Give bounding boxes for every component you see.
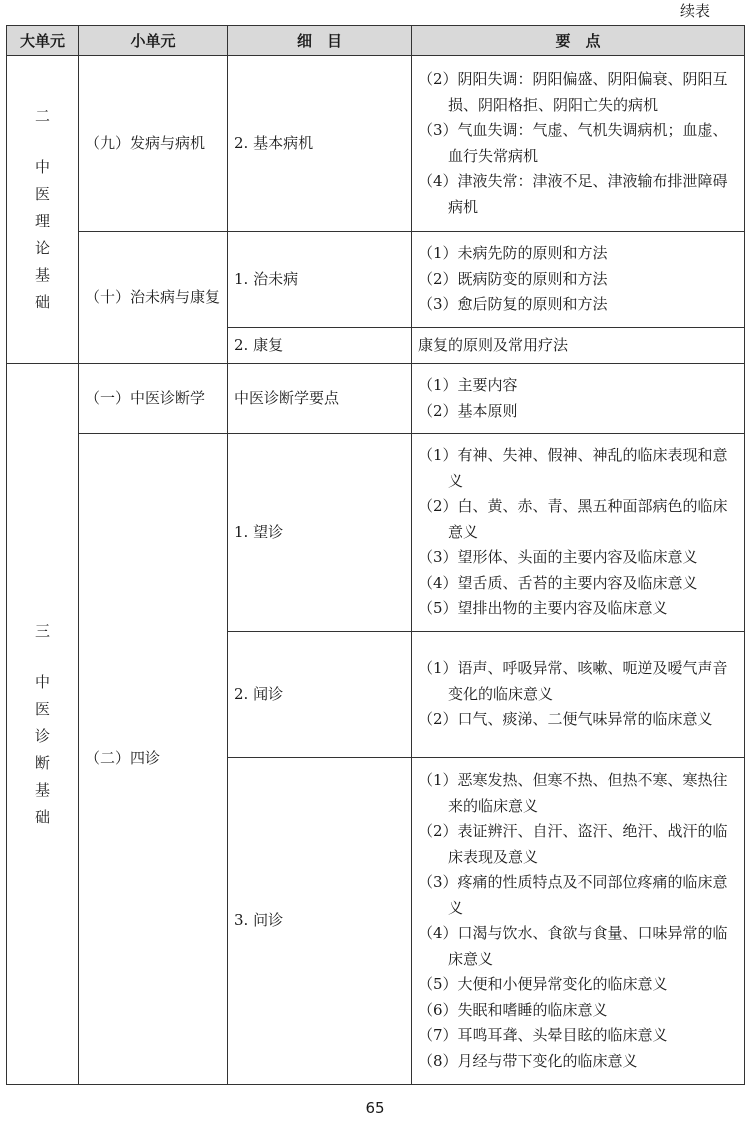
- header-row: [7, 26, 745, 56]
- points-cell: [412, 364, 745, 434]
- point-item: （3）望形体、头面的主要内容及临床意义: [418, 548, 698, 567]
- sub-unit-cell: （十）治未病与康复: [79, 232, 228, 364]
- points-cell: [412, 232, 745, 328]
- point-item: （1）未病先防的原则和方法: [418, 244, 608, 263]
- point-item: （5）望排出物的主要内容及临床意义: [418, 599, 668, 618]
- point-item: （1）语声、呼吸异常、咳嗽、呃逆及嗳气声音变化的临床意义: [418, 659, 728, 703]
- major-unit-cell: [7, 56, 79, 364]
- major-unit-cell: [7, 364, 79, 1085]
- syllabus-table: [6, 25, 745, 1085]
- table-row: [7, 56, 745, 232]
- point-item: （2）表证辨汗、自汗、盗汗、绝汗、战汗的临床表现及意义: [418, 822, 728, 866]
- point-item: （4）望舌质、舌苔的主要内容及临床意义: [418, 573, 698, 592]
- detail-cell: 1. 治未病: [228, 232, 412, 328]
- detail-cell: 3. 问诊: [228, 758, 412, 1085]
- sub-unit-cell: （一）中医诊断学: [79, 364, 228, 434]
- point-item: （5）大便和小便异常变化的临床意义: [418, 975, 668, 993]
- point-item: （4）津液失常：津液不足、津液输布排泄障碍病机: [418, 172, 728, 216]
- point-item: （3）疼痛的性质特点及不同部位疼痛的临床意义: [418, 873, 728, 917]
- point-item: 康复的原则及常用疗法: [418, 335, 569, 354]
- header-key-points: 要 点: [412, 26, 745, 56]
- header-major-unit: 大单元: [7, 26, 79, 56]
- detail-cell: 中医诊断学要点: [228, 364, 412, 434]
- major-unit-number: 二: [34, 107, 50, 125]
- points-cell: [412, 328, 745, 364]
- major-unit-number: 三: [34, 621, 50, 640]
- page-number: 65: [365, 1099, 385, 1117]
- major-unit-name: 中医理论基础: [34, 158, 50, 311]
- table-row: [7, 232, 745, 328]
- detail-cell: 2. 闻诊: [228, 632, 412, 758]
- point-item: （2）既病防变的原则和方法: [418, 269, 608, 288]
- points-cell: [412, 434, 745, 632]
- header-detail: 细 目: [228, 26, 412, 56]
- table-row: [7, 434, 745, 632]
- point-item: （6）失眠和嗜睡的临床意义: [418, 1000, 608, 1019]
- sub-unit-cell: （二）四诊: [79, 434, 228, 1085]
- points-cell: [412, 56, 745, 232]
- point-item: （7）耳鸣耳聋、头晕目眩的临床意义: [418, 1026, 668, 1044]
- point-item: （3）愈后防复的原则和方法: [418, 295, 608, 314]
- header-sub-unit: 小单元: [79, 26, 228, 56]
- point-item: （1）有神、失神、假神、神乱的临床表现和意义: [418, 446, 728, 490]
- sub-unit-cell: （九）发病与病机: [79, 56, 228, 232]
- major-unit-name: 中医诊断基础: [34, 672, 50, 826]
- point-item: （4）口渴与饮水、食欲与食量、口味异常的临床意义: [418, 924, 728, 968]
- points-cell: [412, 758, 745, 1085]
- point-item: （1）恶寒发热、但寒不热、但热不寒、寒热往来的临床意义: [418, 771, 728, 815]
- point-item: （2）阴阳失调：阴阳偏盛、阴阳偏衰、阴阳互损、阴阳格拒、阴阳亡失的病机: [418, 70, 728, 114]
- point-item: （2）口气、痰涕、二便气味异常的临床意义: [418, 710, 713, 729]
- point-item: （2）白、黄、赤、青、黑五种面部病色的临床意义: [418, 497, 728, 541]
- points-cell: [412, 632, 745, 758]
- detail-cell: 2. 康复: [228, 328, 412, 364]
- continued-label: 续表: [679, 2, 710, 20]
- point-item: （8）月经与带下变化的临床意义: [418, 1051, 638, 1070]
- table-row: [7, 364, 745, 434]
- detail-cell: 2. 基本病机: [228, 56, 412, 232]
- point-item: （1）主要内容: [418, 376, 518, 394]
- point-item: （3）气血失调：气虚、气机失调病机；血虚、血行失常病机: [418, 121, 728, 165]
- detail-cell: 1. 望诊: [228, 434, 412, 632]
- point-item: （2）基本原则: [418, 401, 518, 420]
